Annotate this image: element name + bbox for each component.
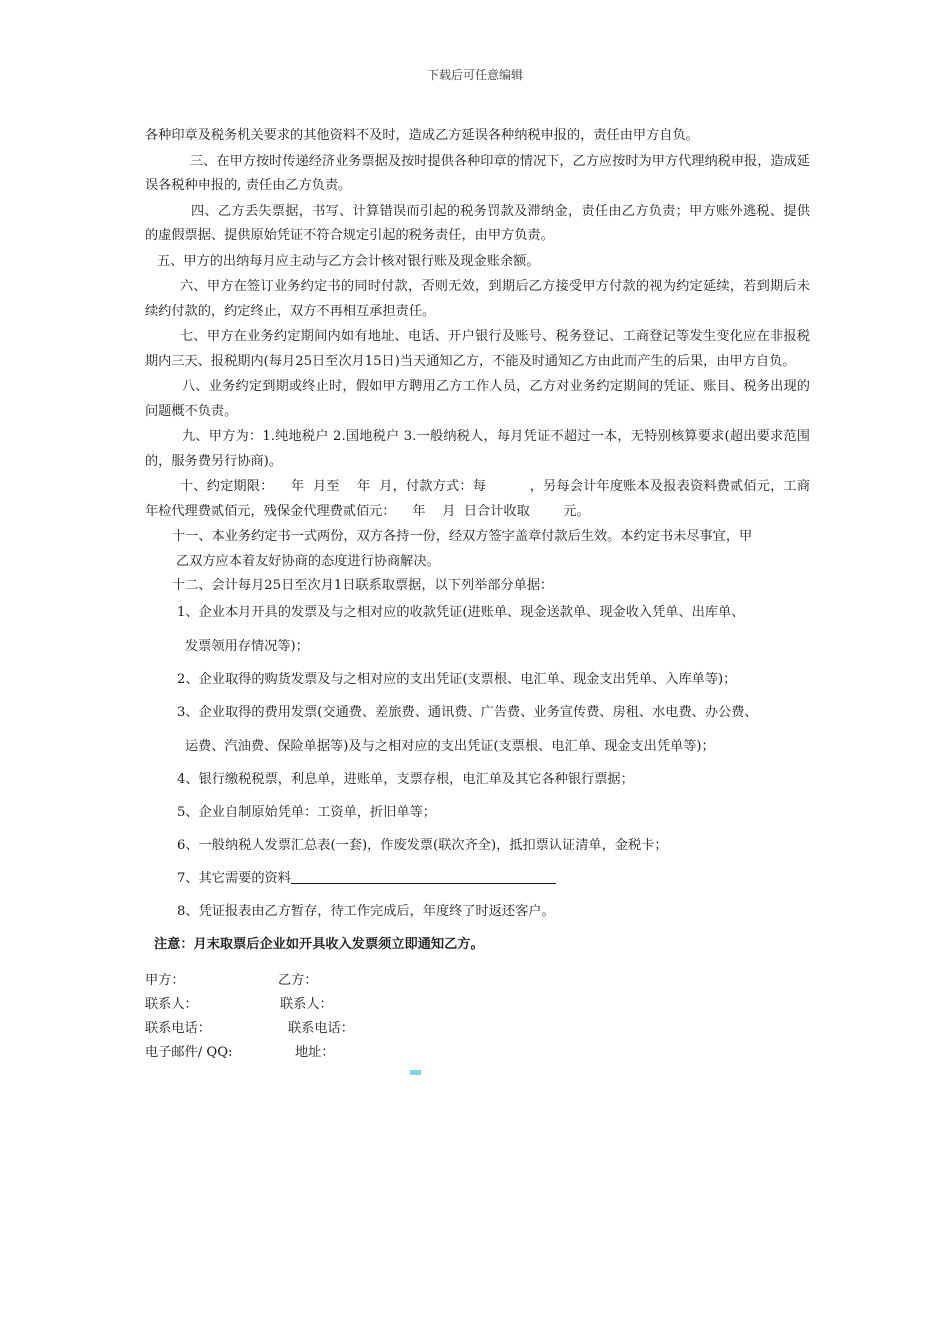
list-item: 8、凭证报表由乙方暂存，待工作完成后，年度终了时返还客户。 [177, 903, 555, 919]
signature-row [145, 993, 810, 1017]
list-item-label: 7、其它需要的资料 [177, 870, 291, 886]
clause-3: 三、在甲方按时传递经济业务票据及按时提供各种印章的情况下，乙方应按时为甲方代理纳税申报，造成延误各税种申报的, 责任由乙方负责。 [145, 153, 810, 193]
contact-a-label: 联系人： [145, 996, 198, 1012]
list-item: 1、企业本月开具的发票及与之相对应的收款凭证(进账单、现金送款单、现金收入凭单、出库单、 [177, 604, 745, 620]
clause-11-line2: 乙双方应本着友好协商的态度进行协商解决。 [176, 553, 440, 569]
clause-12: 十二、会计每月25日至次月1日联系取票据，以下列举部分单据： [172, 578, 554, 593]
party-b-label: 乙方： [278, 972, 318, 988]
page-header: 下载后可任意编辑 [426, 68, 523, 82]
list-item: 3、企业取得的费用发票(交通费、差旅费、通讯费、广告费、业务宣传费、房租、水电费、办公费、 [177, 704, 758, 720]
clause-10: 十、约定期限： 年 月至 年 月，付款方式：每 ，另每会计年度账本及报表资料费贰佰元，工商年检代理费贰佰元，残保金代理费贰佰元： 年 月 日合计收取 元。 [145, 479, 810, 519]
email-a-label: 电子邮件/ QQ: [145, 1044, 233, 1060]
signature-block [145, 969, 810, 1065]
clause-8: 八、业务约定到期或终止时，假如甲方聘用乙方工作人员，乙方对业务约定期间的凭证、账目、税务出现的问题概不负责。 [145, 379, 810, 419]
list-item-continued: 发票领用存情况等)； [185, 638, 309, 654]
list-item [177, 867, 810, 891]
list-item: 5、企业自制原始凭单：工资单，折旧单等； [177, 804, 436, 820]
document-body [145, 124, 810, 1065]
clause-4: 四、乙方丢失票据，书写、计算错误而引起的税务罚款及滞纳金，责任由乙方负责；甲方账外逃税、提供的虚假票据、提供原始凭证不符合规定引起的税务责任，由甲方负责。 [145, 203, 810, 243]
list-item: 2、企业取得的购货发票及与之相对应的支出凭证(支票根、电汇单、现金支出凭单、入库单等)； [177, 671, 737, 687]
signature-row [145, 1041, 810, 1065]
clause-11-line1: 十一、本业务约定书一式两份，双方各持一份，经双方签字盖章付款后生效。本约定书未尽事宜，甲 [172, 529, 753, 544]
document-list [177, 601, 810, 924]
party-a-label: 甲方： [145, 972, 185, 988]
signature-row [145, 969, 810, 993]
list-item-continued: 运费、汽油费、保险单据等)及与之相对应的支出凭证(支票根、电汇单、现金支出凭单等)； [185, 738, 715, 754]
paragraph-continued: 各种印章及税务机关要求的其他资料不及时，造成乙方延误各种纳税申报的，责任由甲方自负。 [145, 128, 699, 143]
clause-6: 六、甲方在签订业务约定书的同时付款，否则无效，到期后乙方接受甲方付款的视为约定延续，若到期后未续约付款的，约定终止，双方不再相互承担责任。 [145, 279, 810, 319]
highlight-mark [410, 1070, 421, 1075]
list-item: 4、银行缴税税票，利息单，进账单，支票存根，电汇单及其它各种银行票据； [177, 771, 634, 787]
phone-b-label: 联系电话： [288, 1020, 354, 1036]
signature-row [145, 1017, 810, 1041]
notice-bold: 注意：月末取票后企业如开具收入发票须立即通知乙方。 [154, 936, 484, 952]
list-item: 6、一般纳税人发票汇总表(一套)，作废发票(联次齐全)，抵扣票认证清单，金税卡； [177, 837, 668, 853]
contact-b-label: 联系人： [280, 996, 333, 1012]
phone-a-label: 联系电话： [145, 1020, 211, 1036]
clause-9: 九、甲方为：1.纯地税户 2.国地税户 3.一般纳税人，每月凭证不超过一本，无特别核算要求(超出要求范围的，服务费另行协商)。 [145, 429, 810, 469]
address-b-label: 地址： [295, 1044, 335, 1060]
clause-5: 五、甲方的出纳每月应主动与乙方会计核对银行账及现金账余额。 [157, 253, 540, 269]
fill-in-blank-line [291, 869, 556, 884]
clause-7: 七、甲方在业务约定期间内如有地址、电话、开户银行及账号、税务登记、工商登记等发生变化应在非报税期内三天、报税期内(每月25日至次月15日)当天通知乙方，不能及时通知乙方由此而产生的后果，由甲方自负。 [145, 329, 810, 369]
